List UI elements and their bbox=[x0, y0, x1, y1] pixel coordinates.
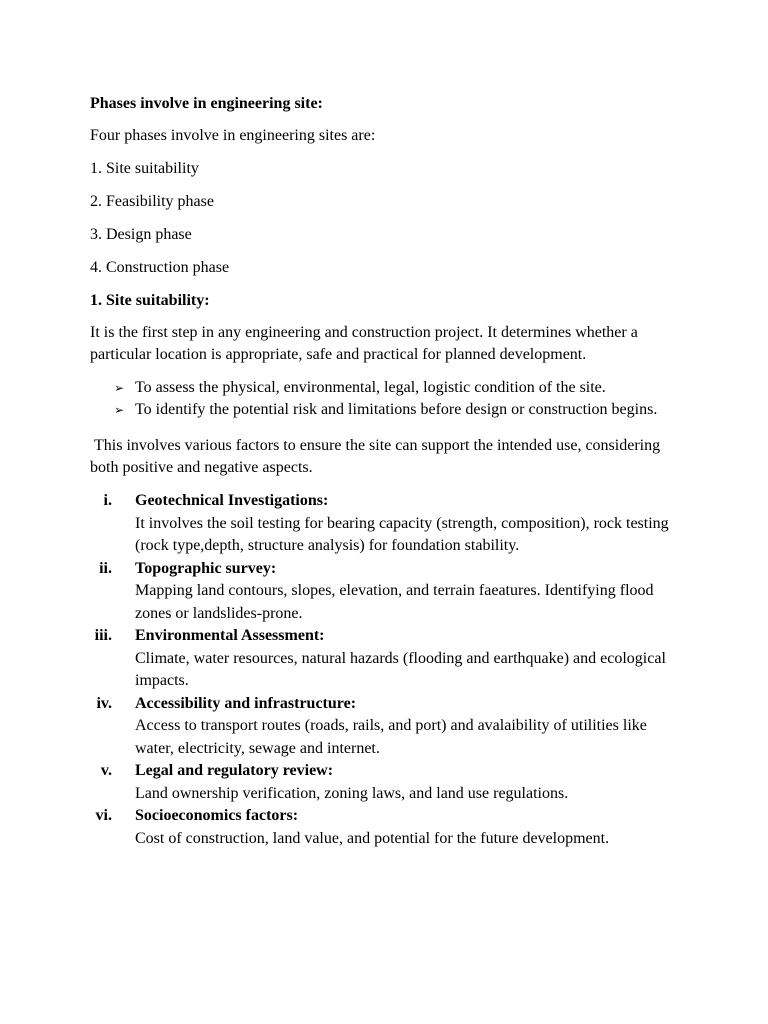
factors-list bbox=[90, 490, 680, 850]
factor-number: iii. bbox=[94, 627, 112, 644]
intro-text: Four phases involve in engineering sites are: bbox=[90, 127, 376, 144]
arrow-bullet-icon: ➢ bbox=[114, 381, 125, 395]
factor-description: Cost of construction, land value, and potential for the future development. bbox=[135, 829, 610, 847]
factor-item bbox=[90, 558, 680, 626]
factor-description: Land ownership verification, zoning laws, and land use regulations. bbox=[135, 784, 569, 802]
factor-description: Climate, water resources, natural hazards (flooding and earthquake) and ecological impacts. bbox=[135, 649, 666, 689]
factor-title: Accessibility and infrastructure: bbox=[135, 694, 357, 712]
factor-item bbox=[90, 625, 680, 693]
document-title: Phases involve in engineering site: bbox=[90, 95, 323, 112]
factor-item bbox=[90, 805, 680, 850]
factor-title: Geotechnical Investigations: bbox=[135, 492, 329, 509]
factor-number: ii. bbox=[99, 559, 112, 577]
phase-item-4: 4. Construction phase bbox=[90, 259, 230, 276]
factor-description: Mapping land contours, slopes, elevation, and terrain faeatures. Identifying flood zones or landslides-prone. bbox=[135, 582, 654, 622]
factor-item bbox=[90, 490, 680, 558]
factor-item bbox=[90, 760, 680, 805]
document-body bbox=[90, 93, 680, 850]
factor-title: Environmental Assessment: bbox=[135, 627, 325, 644]
factor-description: Access to transport routes (roads, rails, and port) and avalaibility of utilities like water, electricity, sewage and internet. bbox=[135, 717, 647, 757]
factor-title: Socioeconomics factors: bbox=[135, 807, 299, 824]
factor-title: Legal and regulatory review: bbox=[135, 762, 334, 779]
arrow-bullet-icon: ➢ bbox=[114, 403, 125, 417]
bullet-text: To identify the potential risk and limitations before design or construction begins. bbox=[135, 401, 658, 418]
factor-title: Topographic survey: bbox=[135, 559, 277, 577]
factor-description: It involves the soil testing for bearing capacity (strength, composition), rock testing (rock type,depth, structure analysis) for foundation stability. bbox=[135, 514, 669, 554]
section-paragraph: It is the first step in any engineering and construction project. It determines whether a particular location is appropriate, safe and practical for planned development. bbox=[90, 324, 638, 363]
factor-number: v. bbox=[100, 762, 112, 779]
factors-paragraph: This involves various factors to ensure the site can support the intended use, considering both positive and negative aspects. bbox=[90, 437, 665, 476]
bullet-text: To assess the physical, environmental, legal, logistic condition of the site. bbox=[135, 379, 606, 396]
factor-number: i. bbox=[103, 492, 112, 509]
factor-item bbox=[90, 693, 680, 761]
bullet-item bbox=[90, 377, 680, 399]
phase-item-1: 1. Site suitability bbox=[90, 160, 199, 177]
bullet-item bbox=[90, 399, 680, 421]
phase-item-2: 2. Feasibility phase bbox=[90, 193, 214, 210]
phase-item-3: 3. Design phase bbox=[90, 226, 192, 243]
section-heading: 1. Site suitability: bbox=[90, 292, 210, 309]
factor-number: vi. bbox=[95, 807, 112, 824]
bullet-list bbox=[90, 377, 680, 421]
factor-number: iv. bbox=[96, 694, 112, 712]
